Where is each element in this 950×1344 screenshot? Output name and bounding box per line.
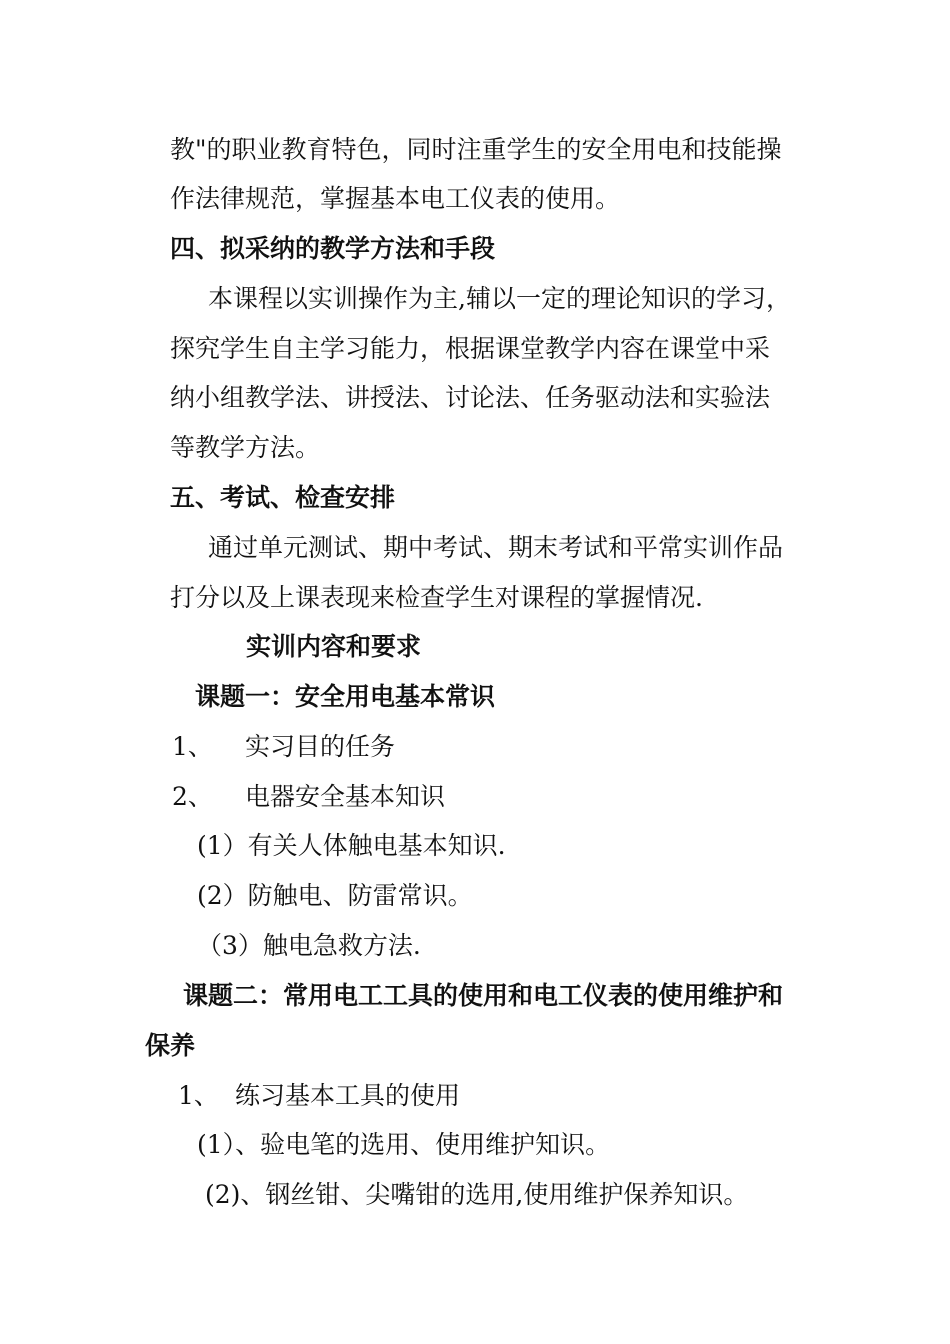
item-number: 2、 — [172, 782, 213, 811]
sub-item: (2）防触电、防雷常识。 — [197, 881, 473, 910]
item-number: 1、 — [178, 1081, 219, 1110]
topic-heading-continued: 保养 — [145, 1031, 196, 1060]
paragraph-line: 教"的职业教育特色，同时注重学生的安全用电和技能操 — [170, 135, 782, 164]
paragraph-line: 纳小组教学法、讲授法、讨论法、任务驱动法和实验法 — [170, 383, 771, 412]
item-number: 1、 — [172, 732, 213, 761]
paragraph-line: 本课程以实训操作为主,辅以一定的理论知识的学习， — [208, 284, 791, 313]
paragraph-line: 打分以及上课表现来检查学生对课程的掌握情况. — [170, 583, 703, 612]
item-text: 实习目的任务 — [245, 732, 396, 761]
subsection-title: 实训内容和要求 — [246, 632, 422, 661]
numbered-item — [178, 1080, 461, 1112]
paragraph-line: 作法律规范，掌握基本电工仪表的使用。 — [170, 184, 621, 213]
topic-heading: 课题一：安全用电基本常识 — [195, 682, 496, 711]
topic-heading: 课题二：常用电工工具的使用和电工仪表的使用维护和 — [183, 981, 784, 1010]
paragraph-line: 等教学方法。 — [170, 433, 321, 462]
section-heading: 四、拟采纳的教学方法和手段 — [170, 234, 496, 263]
paragraph-line: 通过单元测试、期中考试、期末考试和平常实训作品 — [208, 533, 784, 562]
numbered-item — [172, 731, 396, 763]
item-text: 练习基本工具的使用 — [235, 1081, 461, 1110]
paragraph-line: 探究学生自主学习能力，根据课堂教学内容在课堂中采 — [170, 334, 771, 363]
sub-item: (2)、钢丝钳、尖嘴钳的选用,使用维护保养知识。 — [205, 1180, 749, 1209]
sub-item: (1）有关人体触电基本知识. — [197, 831, 506, 860]
sub-item: （3）触电急救方法. — [197, 931, 421, 960]
section-heading: 五、考试、检查安排 — [170, 483, 396, 512]
sub-item: (1）、验电笔的选用、使用维护知识。 — [197, 1130, 611, 1159]
item-text: 电器安全基本知识 — [245, 782, 446, 811]
numbered-item — [172, 781, 446, 813]
